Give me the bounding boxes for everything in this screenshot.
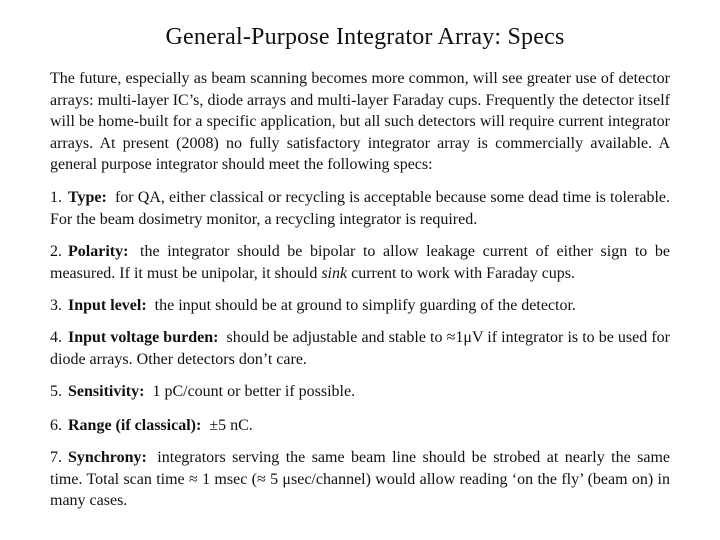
spec-text: should be adjustable and stable to ≈1μV if integrator is to be used for diode arrays. Other detectors don’t care.: [50, 329, 671, 368]
spec-text: the integrator should be bipolar to allow leakage current of either sign to be measured. If it must be unipolar, it should: [50, 243, 671, 282]
spec-number: 3.: [50, 297, 62, 314]
spec-label: Type:: [68, 189, 107, 206]
spec-item-range: [50, 415, 670, 437]
spec-item-polarity: [50, 241, 670, 284]
spec-label: Synchrony:: [68, 449, 147, 466]
spec-number: 6.: [50, 417, 62, 434]
spec-text: 1 pC/count or better if possible.: [152, 383, 356, 400]
spec-item-sensitivity: [50, 381, 670, 403]
spec-label: Sensitivity:: [68, 383, 145, 400]
spec-number: 7.: [50, 449, 62, 466]
spec-item-type: [50, 187, 670, 230]
spec-label: Input voltage burden:: [68, 329, 219, 346]
spec-item-input-level: [50, 295, 670, 317]
spec-number: 1.: [50, 189, 62, 206]
spec-label: Input level:: [68, 297, 147, 314]
spec-text: current to work with Faraday cups.: [351, 264, 576, 282]
intro-paragraph: The future, especially as beam scanning becomes more common, will see greater use of detector arrays: multi-layer IC’s, diode arrays and multi-layer Faraday cups. Frequently the detector itself will be home-built for a specific application, but all such detectors will require current integrator arrays. At present (2008) no fully satisfactory integrator array is commercially available. A general purpose integrator should meet the following specs:: [50, 70, 670, 173]
spec-text: for QA, either classical or recycling is acceptable because some dead time is tolerable. For the beam dosimetry monitor, a recycling integrator is required.: [50, 189, 671, 228]
spec-item-input-voltage-burden: [50, 327, 670, 370]
spec-number: 2.: [50, 243, 62, 260]
spec-emphasis: sink: [321, 264, 348, 282]
spec-text: ±5 nC.: [209, 417, 253, 434]
spec-number: 4.: [50, 329, 62, 346]
spec-item-synchrony: [50, 447, 670, 512]
spec-label: Polarity:: [68, 243, 129, 260]
spec-label: Range (if classical):: [68, 417, 202, 434]
slide-title: General-Purpose Integrator Array: Specs: [165, 24, 565, 50]
spec-number: 5.: [50, 383, 62, 400]
spec-text: integrators serving the same beam line should be strobed at nearly the same time. Total scan time ≈ 1 msec (≈ 5 μsec/channel) would allow reading ‘on the fly’ (beam on) in many cases.: [50, 449, 671, 509]
spec-text: the input should be at ground to simplify guarding of the detector.: [154, 297, 576, 314]
